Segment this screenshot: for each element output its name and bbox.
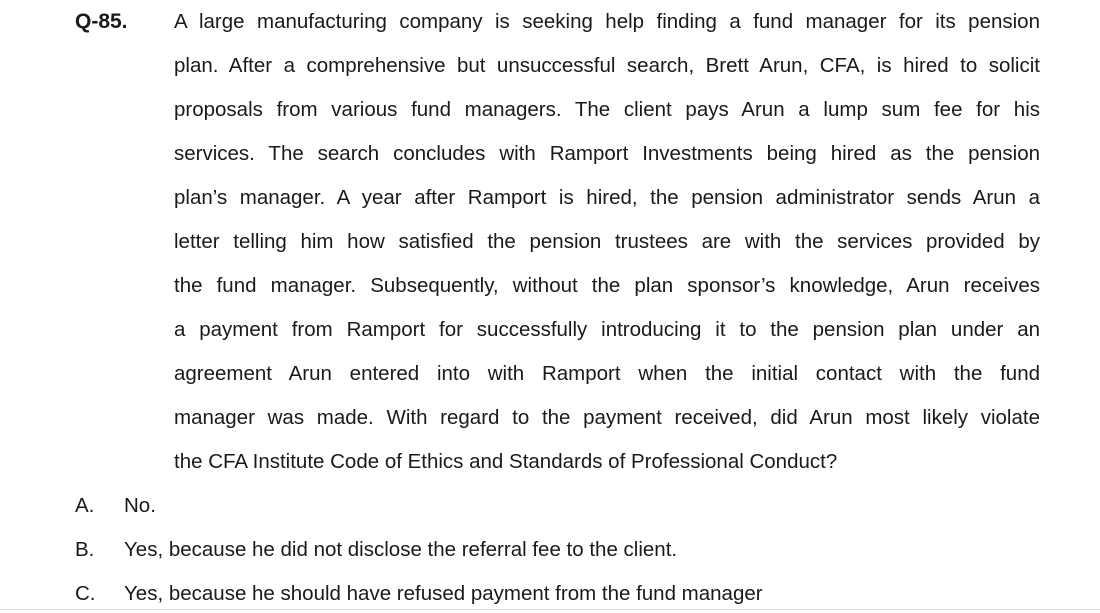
question-line: plan’s manager. A year after Ramport is hired, the pension administrator sends Arun a [174,186,1040,209]
option-letter: B. [75,538,95,561]
question-line: a payment from Ramport for successfully introducing it to the pension plan under an [174,318,1040,341]
question-line: A large manufacturing company is seeking help finding a fund manager for its pension [174,10,1040,33]
option-b [0,528,1100,572]
answer-options [0,484,1100,613]
question-line: letter telling him how satisfied the pension trustees are with the services provided by [174,230,1040,253]
option-letter: A. [75,494,95,517]
bottom-divider [0,609,1100,610]
question-line: agreement Arun entered into with Ramport when the initial contact with the fund [174,362,1040,385]
question-line: the fund manager. Subsequently, without the plan sponsor’s knowledge, Arun receives [174,274,1040,297]
question-line: plan. After a comprehensive but unsuccessful search, Brett Arun, CFA, is hired to solicit [174,54,1040,77]
question-number: Q-85. [75,10,128,33]
option-a [0,484,1100,528]
option-c [0,572,1100,613]
question-line: manager was made. With regard to the payment received, did Arun most likely violate [174,406,1040,429]
question-text [174,0,1040,484]
option-text: No. [124,494,156,517]
option-text: Yes, because he did not disclose the referral fee to the client. [124,538,678,561]
option-text: Yes, because he should have refused payment from the fund manager [124,582,763,605]
question-line: the CFA Institute Code of Ethics and Standards of Professional Conduct? [174,450,838,473]
question-line: services. The search concludes with Ramport Investments being hired as the pension [174,142,1040,165]
question-line: proposals from various fund managers. The client pays Arun a lump sum fee for his [174,98,1040,121]
option-letter: C. [75,582,96,605]
